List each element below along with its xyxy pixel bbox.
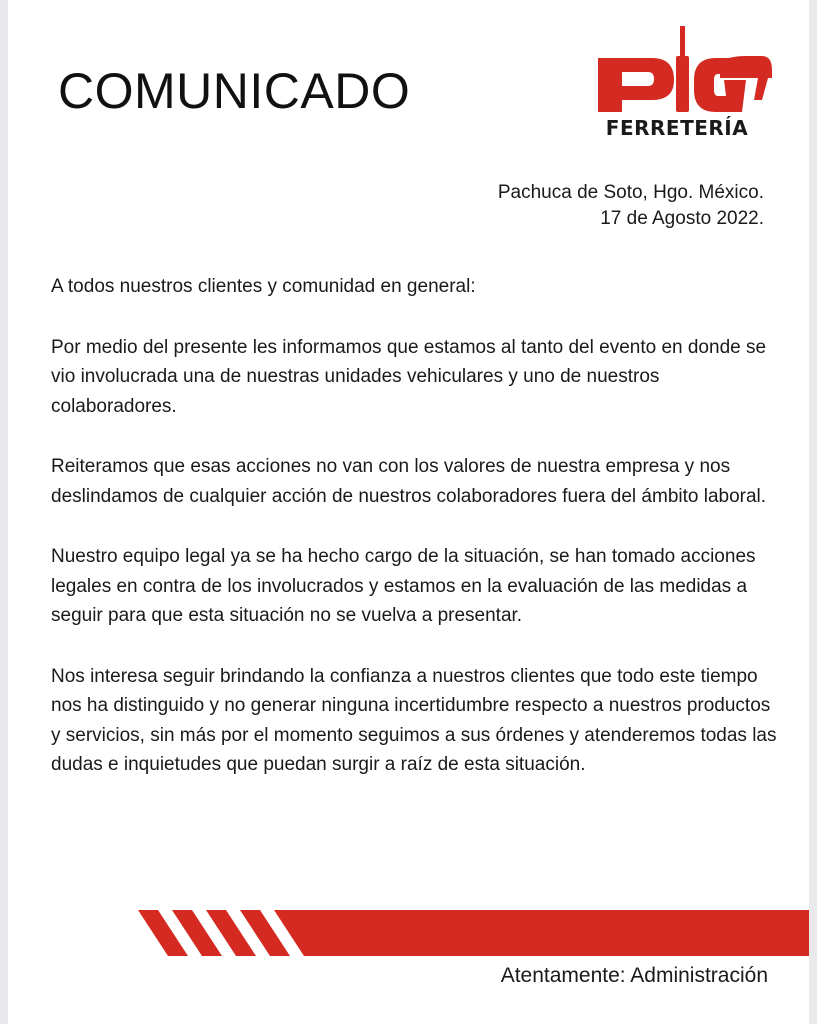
place-line: Pachuca de Soto, Hgo. México. <box>497 182 764 203</box>
page-title: COMUNICADO <box>58 63 411 119</box>
letter-page <box>8 0 809 1024</box>
screwdriver-icon <box>676 26 689 112</box>
stripe-bar <box>274 910 809 956</box>
paragraph-4: Nos interesa seguir brindando la confianza a nuestros clientes que todo este tiempo nos ha distinguido y no generar ninguna incertidumbre respecto a nuestros productos y servicios, sin más por el momento seguimos a sus órdenes y atenderemos todas las dudas e inquietudes que puedan surgir a raíz de esta situación. <box>51 665 777 775</box>
logo-letter-p <box>598 58 674 112</box>
paragraph-3: Nuestro equipo legal ya se ha hecho cargo de la situación, se han tomado acciones legales en contra de los involucrados y estamos en la evaluación de las medidas a seguir para que esta situación no se vuelva a presentar. <box>51 546 756 626</box>
logo-mark <box>570 20 780 120</box>
salutation: A todos nuestros clientes y comunidad en general: <box>51 276 476 297</box>
decorative-stripe <box>138 910 809 956</box>
paragraph-2: Reiteramos que esas acciones no van con los valores de nuestra empresa y nos deslindamos de cualquier acción de nuestros colaboradores fuera del ámbito laboral. <box>51 456 767 507</box>
paragraph-1: Por medio del presente les informamos que estamos al tanto del evento en donde se vio involucrada una de nuestras unidades vehiculares y uno de nuestros colaboradores. <box>51 336 767 417</box>
signature: Atentamente: Administración <box>500 964 768 987</box>
company-logo <box>570 20 780 144</box>
logo-wordmark: FERRETERÍA <box>605 116 749 140</box>
date-line: 17 de Agosto 2022. <box>600 208 764 229</box>
place-and-date <box>498 180 764 232</box>
hammer-head-icon <box>720 56 772 112</box>
letter-body <box>51 272 781 811</box>
